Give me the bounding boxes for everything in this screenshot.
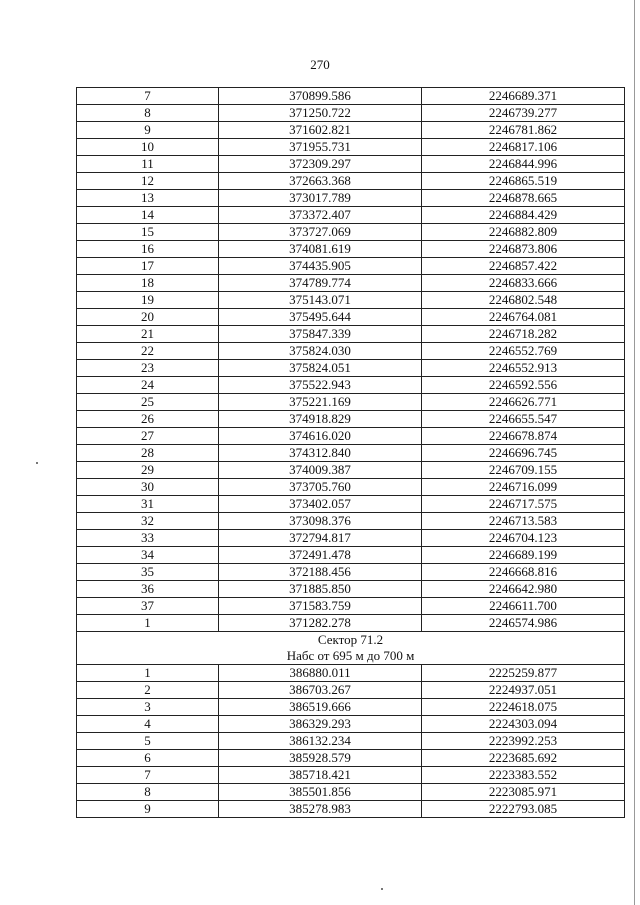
table-row <box>77 428 625 445</box>
point-number-cell: 23 <box>77 360 219 377</box>
y-coordinate-cell: 2246781.862 <box>422 122 625 139</box>
y-coordinate-cell: 2225259.877 <box>422 665 625 682</box>
table-row <box>77 377 625 394</box>
y-coordinate-cell: 2246689.199 <box>422 547 625 564</box>
y-coordinate-cell: 2246764.081 <box>422 309 625 326</box>
table-row <box>77 88 625 105</box>
point-number-cell: 16 <box>77 241 219 258</box>
y-coordinate-cell: 2246696.745 <box>422 445 625 462</box>
point-number-cell: 9 <box>77 122 219 139</box>
x-coordinate-cell: 374789.774 <box>219 275 422 292</box>
point-number-cell: 36 <box>77 581 219 598</box>
y-coordinate-cell: 2246611.700 <box>422 598 625 615</box>
page-number: 270 <box>310 57 330 72</box>
x-coordinate-cell: 385928.579 <box>219 750 422 767</box>
x-coordinate-cell: 385278.983 <box>219 801 422 818</box>
table-row <box>77 139 625 156</box>
table-row <box>77 462 625 479</box>
y-coordinate-cell: 2246878.665 <box>422 190 625 207</box>
table-row <box>77 156 625 173</box>
point-number-cell: 32 <box>77 513 219 530</box>
section-subtitle-row <box>77 648 625 665</box>
y-coordinate-cell: 2246655.547 <box>422 411 625 428</box>
table-row <box>77 496 625 513</box>
point-number-cell: 12 <box>77 173 219 190</box>
y-coordinate-cell: 2223383.552 <box>422 767 625 784</box>
point-number-cell: 4 <box>77 716 219 733</box>
y-coordinate-cell: 2246574.986 <box>422 615 625 632</box>
x-coordinate-cell: 374009.387 <box>219 462 422 479</box>
table-row <box>77 173 625 190</box>
table-row <box>77 394 625 411</box>
point-number-cell: 28 <box>77 445 219 462</box>
table-row <box>77 801 625 818</box>
point-number-cell: 15 <box>77 224 219 241</box>
point-number-cell: 5 <box>77 733 219 750</box>
y-coordinate-cell: 2246552.913 <box>422 360 625 377</box>
point-number-cell: 9 <box>77 801 219 818</box>
point-number-cell: 31 <box>77 496 219 513</box>
point-number-cell: 11 <box>77 156 219 173</box>
table-row <box>77 513 625 530</box>
point-number-cell: 1 <box>77 615 219 632</box>
coordinates-table <box>76 87 625 818</box>
x-coordinate-cell: 375221.169 <box>219 394 422 411</box>
table-row <box>77 530 625 547</box>
x-coordinate-cell: 374435.905 <box>219 258 422 275</box>
table-row <box>77 547 625 564</box>
table-row <box>77 258 625 275</box>
point-number-cell: 27 <box>77 428 219 445</box>
x-coordinate-cell: 371250.722 <box>219 105 422 122</box>
table-row <box>77 207 625 224</box>
y-coordinate-cell: 2246884.429 <box>422 207 625 224</box>
scan-mark <box>36 462 38 464</box>
table-row <box>77 224 625 241</box>
y-coordinate-cell: 2224618.075 <box>422 699 625 716</box>
y-coordinate-cell: 2246689.371 <box>422 88 625 105</box>
y-coordinate-cell: 2246717.575 <box>422 496 625 513</box>
x-coordinate-cell: 373705.760 <box>219 479 422 496</box>
point-number-cell: 22 <box>77 343 219 360</box>
point-number-cell: 14 <box>77 207 219 224</box>
point-number-cell: 19 <box>77 292 219 309</box>
y-coordinate-cell: 2246857.422 <box>422 258 625 275</box>
x-coordinate-cell: 375824.051 <box>219 360 422 377</box>
y-coordinate-cell: 2246709.155 <box>422 462 625 479</box>
x-coordinate-cell: 372794.817 <box>219 530 422 547</box>
x-coordinate-cell: 371282.278 <box>219 615 422 632</box>
section-title: Сектор 71.2 <box>77 632 625 649</box>
y-coordinate-cell: 2246833.666 <box>422 275 625 292</box>
table-row <box>77 479 625 496</box>
y-coordinate-cell: 2246713.583 <box>422 513 625 530</box>
table-row <box>77 750 625 767</box>
table-row <box>77 733 625 750</box>
x-coordinate-cell: 373372.407 <box>219 207 422 224</box>
x-coordinate-cell: 374081.619 <box>219 241 422 258</box>
table-row <box>77 360 625 377</box>
point-number-cell: 20 <box>77 309 219 326</box>
x-coordinate-cell: 371583.759 <box>219 598 422 615</box>
point-number-cell: 7 <box>77 88 219 105</box>
x-coordinate-cell: 370899.586 <box>219 88 422 105</box>
x-coordinate-cell: 375143.071 <box>219 292 422 309</box>
y-coordinate-cell: 2246592.556 <box>422 377 625 394</box>
x-coordinate-cell: 372491.478 <box>219 547 422 564</box>
x-coordinate-cell: 371955.731 <box>219 139 422 156</box>
x-coordinate-cell: 386703.267 <box>219 682 422 699</box>
x-coordinate-cell: 375522.943 <box>219 377 422 394</box>
point-number-cell: 17 <box>77 258 219 275</box>
x-coordinate-cell: 386519.666 <box>219 699 422 716</box>
y-coordinate-cell: 2246739.277 <box>422 105 625 122</box>
point-number-cell: 33 <box>77 530 219 547</box>
y-coordinate-cell: 2246678.874 <box>422 428 625 445</box>
x-coordinate-cell: 372663.368 <box>219 173 422 190</box>
table-row <box>77 241 625 258</box>
table-row <box>77 767 625 784</box>
x-coordinate-cell: 372309.297 <box>219 156 422 173</box>
table-row <box>77 292 625 309</box>
x-coordinate-cell: 375847.339 <box>219 326 422 343</box>
point-number-cell: 34 <box>77 547 219 564</box>
point-number-cell: 35 <box>77 564 219 581</box>
table-row <box>77 105 625 122</box>
y-coordinate-cell: 2224303.094 <box>422 716 625 733</box>
table-row <box>77 326 625 343</box>
x-coordinate-cell: 373098.376 <box>219 513 422 530</box>
table-row <box>77 445 625 462</box>
table-row <box>77 784 625 801</box>
table-row <box>77 411 625 428</box>
x-coordinate-cell: 375495.644 <box>219 309 422 326</box>
scan-mark <box>381 888 383 890</box>
x-coordinate-cell: 372188.456 <box>219 564 422 581</box>
y-coordinate-cell: 2246844.996 <box>422 156 625 173</box>
x-coordinate-cell: 385718.421 <box>219 767 422 784</box>
y-coordinate-cell: 2222793.085 <box>422 801 625 818</box>
y-coordinate-cell: 2223992.253 <box>422 733 625 750</box>
coordinates-table-body-2 <box>77 665 625 818</box>
table-row <box>77 343 625 360</box>
x-coordinate-cell: 373017.789 <box>219 190 422 207</box>
point-number-cell: 26 <box>77 411 219 428</box>
point-number-cell: 37 <box>77 598 219 615</box>
x-coordinate-cell: 373727.069 <box>219 224 422 241</box>
table-row <box>77 190 625 207</box>
x-coordinate-cell: 373402.057 <box>219 496 422 513</box>
x-coordinate-cell: 375824.030 <box>219 343 422 360</box>
y-coordinate-cell: 2246882.809 <box>422 224 625 241</box>
y-coordinate-cell: 2246716.099 <box>422 479 625 496</box>
point-number-cell: 29 <box>77 462 219 479</box>
table-row <box>77 309 625 326</box>
point-number-cell: 21 <box>77 326 219 343</box>
table-row <box>77 275 625 292</box>
section-subtitle: Набс от 695 м до 700 м <box>77 648 625 665</box>
scan-mark <box>634 0 635 905</box>
y-coordinate-cell: 2246626.771 <box>422 394 625 411</box>
table-row <box>77 564 625 581</box>
point-number-cell: 13 <box>77 190 219 207</box>
x-coordinate-cell: 386132.234 <box>219 733 422 750</box>
y-coordinate-cell: 2246552.769 <box>422 343 625 360</box>
point-number-cell: 2 <box>77 682 219 699</box>
x-coordinate-cell: 374918.829 <box>219 411 422 428</box>
table-row <box>77 682 625 699</box>
x-coordinate-cell: 386880.011 <box>219 665 422 682</box>
point-number-cell: 8 <box>77 105 219 122</box>
point-number-cell: 1 <box>77 665 219 682</box>
x-coordinate-cell: 374616.020 <box>219 428 422 445</box>
y-coordinate-cell: 2223085.971 <box>422 784 625 801</box>
point-number-cell: 8 <box>77 784 219 801</box>
coordinates-table-body-1 <box>77 88 625 632</box>
table-row <box>77 598 625 615</box>
table-row <box>77 122 625 139</box>
point-number-cell: 10 <box>77 139 219 156</box>
y-coordinate-cell: 2224937.051 <box>422 682 625 699</box>
x-coordinate-cell: 385501.856 <box>219 784 422 801</box>
section-title-row <box>77 632 625 649</box>
table-row <box>77 615 625 632</box>
y-coordinate-cell: 2246873.806 <box>422 241 625 258</box>
y-coordinate-cell: 2246704.123 <box>422 530 625 547</box>
x-coordinate-cell: 371885.850 <box>219 581 422 598</box>
y-coordinate-cell: 2223685.692 <box>422 750 625 767</box>
y-coordinate-cell: 2246718.282 <box>422 326 625 343</box>
y-coordinate-cell: 2246817.106 <box>422 139 625 156</box>
x-coordinate-cell: 371602.821 <box>219 122 422 139</box>
table-row <box>77 699 625 716</box>
point-number-cell: 24 <box>77 377 219 394</box>
x-coordinate-cell: 386329.293 <box>219 716 422 733</box>
point-number-cell: 25 <box>77 394 219 411</box>
y-coordinate-cell: 2246865.519 <box>422 173 625 190</box>
section-header <box>77 632 625 665</box>
y-coordinate-cell: 2246802.548 <box>422 292 625 309</box>
point-number-cell: 7 <box>77 767 219 784</box>
y-coordinate-cell: 2246642.980 <box>422 581 625 598</box>
point-number-cell: 30 <box>77 479 219 496</box>
point-number-cell: 3 <box>77 699 219 716</box>
table-row <box>77 665 625 682</box>
point-number-cell: 6 <box>77 750 219 767</box>
y-coordinate-cell: 2246668.816 <box>422 564 625 581</box>
table-row <box>77 716 625 733</box>
x-coordinate-cell: 374312.840 <box>219 445 422 462</box>
table-row <box>77 581 625 598</box>
point-number-cell: 18 <box>77 275 219 292</box>
